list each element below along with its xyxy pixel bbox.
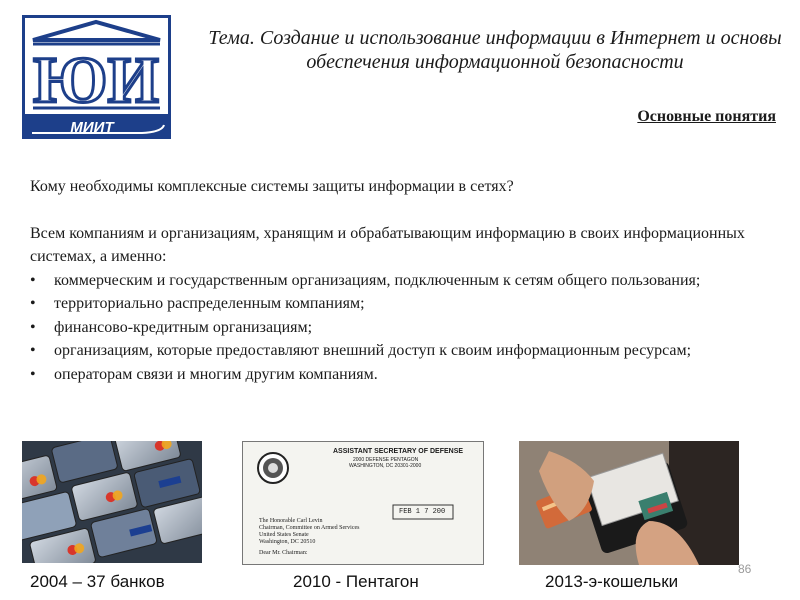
logo-emblem	[22, 15, 171, 117]
doc-address	[259, 518, 359, 557]
miit-logo	[22, 15, 171, 139]
doc-heading: ASSISTANT SECRETARY OF DEFENSE	[333, 448, 464, 455]
question-text: Кому необходимы комплексные системы защиты информации в сетях?	[30, 178, 514, 195]
doc-line: Dear Mr. Chairman:	[259, 550, 308, 556]
caption-banks: 2004 – 37 банков	[30, 572, 165, 591]
doc-line: Chairman, Committee on Armed Services	[259, 525, 360, 531]
doc-line: The Honorable Carl Levin	[259, 518, 323, 524]
pentagon-letter-image	[242, 441, 484, 565]
intro-text: Всем компаниям и организациям, хранящим и обрабатывающим информацию в своих информационных системах, а именно:	[30, 224, 745, 265]
doc-line: United States Senate	[259, 532, 309, 538]
caption-pentagon: 2010 - Пентагон	[293, 572, 419, 591]
caption-ewallets: 2013-э-кошельки	[545, 572, 679, 591]
credit-cards-image	[22, 441, 202, 563]
logo-banner	[22, 117, 171, 139]
doc-line: Washington, DC 20510	[259, 539, 316, 545]
list-item: • финансово-кредитным организациям;	[30, 316, 780, 340]
svg-text:ЮИ: ЮИ	[33, 44, 159, 114]
doc-sub1: 2000 DEFENSE PENTAGON	[353, 457, 419, 463]
logo-banner-text: МИИТ	[70, 119, 114, 136]
slide-body	[30, 175, 780, 386]
slide-subtitle: Основные понятия	[637, 108, 776, 125]
logo-building-icon	[25, 18, 168, 114]
page-number: 86	[738, 562, 752, 576]
doc-stamp: FEB 1 7 200	[399, 508, 446, 516]
list-item: • операторам связи и многим другим компаниям.	[30, 363, 780, 387]
list-item: • организациям, которые предоставляют внешний доступ к своим информационным ресурсам;	[30, 339, 780, 363]
doc-sub2: WASHINGTON, DC 20301-2000	[349, 463, 422, 469]
bullet-list	[30, 269, 780, 387]
list-item: • коммерческим и государственным организациям, подключенным к сетям общего пользования;	[30, 269, 780, 293]
logo-train-icon	[22, 117, 171, 139]
list-item: • территориально распределенным компаниям;	[30, 292, 780, 316]
wallet-image	[519, 441, 739, 565]
slide-title: Тема. Создание и использование информации в Интернет и основы обеспечения информационной безопасности	[208, 27, 782, 73]
